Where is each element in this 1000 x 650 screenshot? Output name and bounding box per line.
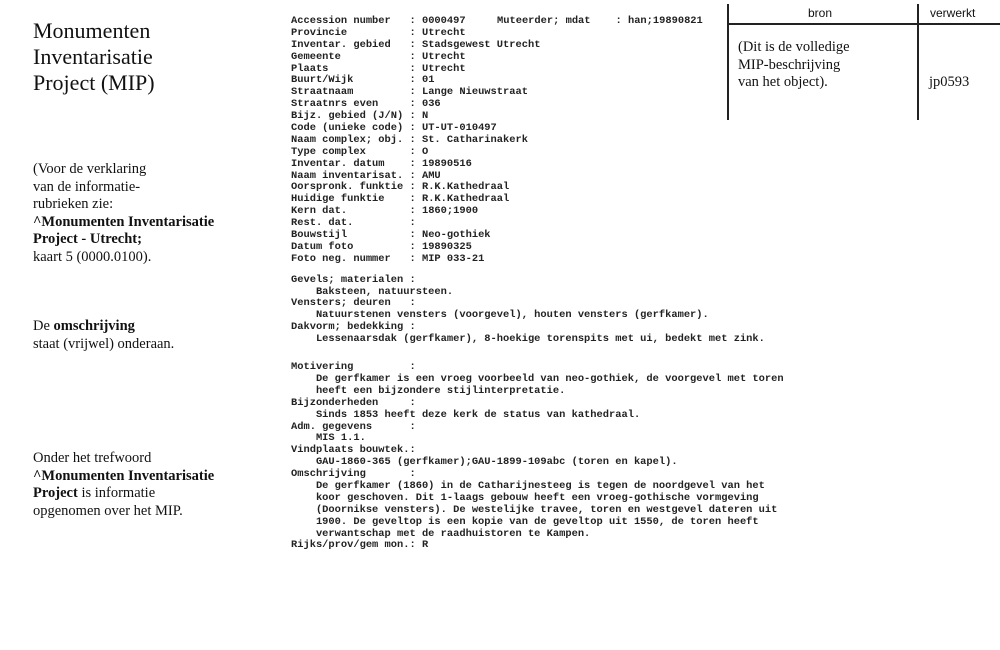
field-separator: :: [409, 321, 422, 334]
field-row: [291, 218, 784, 230]
note-line: [33, 318, 174, 336]
mip-record: [291, 16, 784, 552]
note-trefwoord: [33, 450, 214, 520]
field-label: Vensters; deuren: [291, 297, 391, 310]
table-border-left: [727, 4, 729, 120]
note-omschrijving: [33, 318, 174, 353]
field-label: Rijks/prov/gem mon.: [291, 539, 410, 552]
note-text: is informatie: [77, 485, 156, 502]
field-label: Foto neg. nummer: [291, 252, 391, 265]
field-value: AMU: [421, 169, 441, 182]
note-explanation: [33, 161, 214, 267]
note-line: [33, 468, 214, 486]
field-label: Buurt/Wijk: [291, 74, 354, 87]
field-separator: :: [409, 240, 422, 253]
field-value: R: [421, 539, 429, 552]
field-separator: :: [409, 122, 422, 135]
field-value: N: [421, 110, 429, 123]
field-label: Bouwstijl: [291, 229, 348, 242]
field-separator: :: [409, 74, 422, 87]
field-row: [291, 230, 784, 242]
field-value: R.K.Kathedraal: [421, 181, 510, 194]
field-separator: :: [409, 539, 422, 552]
field-value: 01: [421, 74, 435, 87]
field-label: Adm. gegevens: [291, 420, 373, 433]
field-value: MIP 033-21: [421, 252, 485, 265]
field-separator: :: [409, 468, 422, 481]
field-separator: :: [409, 252, 422, 265]
section-text-line: GAU-1860-365 (gerfkamer);GAU-1899-109abc (toren en kapel).: [315, 456, 678, 469]
table-column-divider: [917, 4, 919, 120]
note-line: [33, 485, 214, 503]
field-label: Huidige funktie: [291, 193, 385, 206]
field-value: UT-UT-010497: [421, 122, 497, 135]
field-value: R.K.Kathedraal: [421, 193, 510, 206]
note-keyword: Project: [33, 485, 78, 502]
field-separator: :: [409, 98, 422, 111]
column-header-bron: bron: [808, 6, 833, 20]
note-line: [33, 179, 214, 197]
spacer: [291, 346, 784, 362]
field-label: Omschrijving: [291, 468, 366, 481]
note-line: [33, 161, 214, 179]
section-text-line: De gerfkamer is een vroeg voorbeeld van neo-gothiek, de voorgevel met toren: [315, 372, 784, 385]
field-label: Muteerder; mdat: [497, 15, 591, 27]
field-label: Code (unieke code): [291, 122, 404, 135]
field-label: Provincie: [291, 26, 348, 39]
section-text-line: Lessenaarsdak (gerfkamer), 8-hoekige torenspits met ui, bedekt met zink.: [315, 333, 765, 346]
verwerkt-cell: jp0593: [929, 74, 970, 90]
field-separator: :: [409, 229, 422, 242]
field-label: Vindplaats bouwtek.: [291, 444, 410, 457]
field-label: Motivering: [291, 361, 354, 374]
field-separator: :: [409, 86, 422, 99]
note-text: rubrieken zie:: [33, 196, 114, 213]
field-separator: :: [409, 181, 422, 194]
field-separator: :: [409, 50, 422, 63]
field-value: Utrecht: [421, 62, 466, 75]
field-label: Kern dat.: [291, 205, 348, 218]
note-line: [33, 336, 174, 354]
section-text-line: heeft een bijzondere stijlinterpretatie.: [315, 384, 566, 397]
field-value: 1860;1900: [421, 205, 479, 218]
section-text-line: MIS 1.1.: [315, 432, 366, 445]
field-label: Straatnaam: [291, 86, 354, 99]
field-separator: :: [409, 169, 422, 182]
page-title: [33, 18, 155, 96]
note-line: [33, 450, 214, 468]
field-row: [291, 75, 784, 87]
note-text: De: [33, 318, 54, 334]
field-separator: :: [409, 361, 422, 374]
field-label: Accession number: [291, 15, 391, 27]
field-separator: :: [409, 444, 422, 457]
field-row: [291, 254, 784, 266]
note-line: [33, 196, 214, 214]
muteerder-field: Muteerder; mdat : han;19890821: [497, 15, 703, 27]
note-text: van de informatie-: [33, 178, 141, 195]
field-label: Naam inventarisat.: [291, 169, 404, 182]
note-keyword: ^Monumenten Inventarisatie: [33, 213, 215, 230]
title-line: Inventarisatie: [33, 44, 153, 69]
note-text: kaart 5 (0000.0100).: [33, 248, 152, 265]
field-separator: :: [409, 15, 422, 27]
section-text-line: Sinds 1853 heeft deze kerk de status van kathedraal.: [315, 408, 641, 421]
field-row: [291, 64, 784, 76]
field-separator: :: [409, 26, 422, 39]
table-header-rule: [727, 23, 1000, 25]
field-value: St. Catharinakerk: [421, 133, 528, 146]
field-row: [291, 147, 784, 159]
field-label: Inventar. datum: [291, 157, 385, 170]
field-value: 19890325: [421, 240, 472, 253]
field-row: [291, 206, 784, 218]
field-value: Utrecht: [421, 50, 466, 63]
field-separator: :: [409, 217, 422, 230]
section-text-line: koor geschoven. Dit 1-laags gebouw heeft een vroeg-gothische vormgeving: [315, 491, 759, 504]
note-keyword: omschrijving: [53, 318, 135, 334]
bron-line: (Dit is de volledige: [738, 39, 850, 55]
field-separator: :: [409, 145, 422, 158]
section-text-line: 1900. De geveltop is een kopie van de geveltop uit 1550, de toren heeft: [315, 515, 759, 528]
field-separator: :: [409, 273, 422, 286]
field-value: Lange Nieuwstraat: [421, 86, 528, 99]
field-label: Plaats: [291, 62, 329, 75]
field-value: 0000497: [421, 15, 466, 27]
field-label: Bijzonderheden: [291, 396, 379, 409]
field-label: Datum foto: [291, 240, 354, 253]
field-row: [291, 52, 784, 64]
note-keyword: ^Monumenten Inventarisatie: [33, 467, 215, 484]
field-label: Naam complex; obj.: [291, 133, 404, 146]
field-row: [291, 275, 784, 287]
note-line: [33, 503, 214, 521]
field-value: 19890516: [421, 157, 472, 170]
field-label: Oorspronk. funktie: [291, 181, 404, 194]
field-label: Dakvorm; bedekking: [291, 321, 404, 334]
title-line: Monumenten: [33, 18, 151, 43]
note-text: (Voor de verklaring: [33, 161, 147, 177]
field-row: [291, 398, 784, 410]
note-text: staat (vrijwel) onderaan.: [33, 335, 175, 352]
field-separator: :: [409, 420, 422, 433]
field-value: 036: [421, 98, 441, 111]
note-text: Onder het trefwoord: [33, 450, 152, 466]
field-row: [291, 159, 784, 171]
field-value: Neo-gothiek: [421, 229, 491, 242]
column-header-verwerkt: verwerkt: [930, 6, 976, 20]
section-text-line: Natuurstenen vensters (voorgevel), houten vensters (gerfkamer).: [315, 309, 709, 322]
field-separator: :: [409, 38, 422, 51]
section-text-line: (Doornikse vensters). De westelijke travee, toren en westgevel dateren uit: [315, 503, 778, 516]
section-text-line: Baksteen, natuursteen.: [315, 285, 454, 298]
field-row: [291, 194, 784, 206]
field-separator: :: [409, 396, 422, 409]
field-value: Stadsgewest Utrecht: [421, 38, 541, 51]
field-row: [291, 40, 784, 52]
field-label: Type complex: [291, 145, 366, 158]
field-separator: :: [409, 62, 422, 75]
field-label: Bijz. gebied (J/N): [291, 110, 404, 123]
title-line: Project (MIP): [33, 70, 155, 95]
field-value: O: [421, 145, 429, 158]
field-separator: :: [409, 297, 422, 310]
section-text-line: verwantschap met de raadhuistoren te Kampen.: [315, 527, 591, 540]
field-value: Utrecht: [421, 26, 466, 39]
field-value: han;19890821: [627, 15, 703, 27]
field-separator: :: [409, 110, 422, 123]
field-separator: :: [409, 157, 422, 170]
field-row: [291, 540, 784, 552]
field-label: Gemeente: [291, 50, 341, 63]
section-text-line: De gerfkamer (1860) in de Catharijnesteeg is tegen de noordgevel van het: [315, 479, 765, 492]
note-line: [33, 231, 214, 249]
field-separator: :: [409, 193, 422, 206]
bron-line: van het object).: [738, 74, 828, 91]
note-line: [33, 249, 214, 267]
field-label: Gevels; materialen: [291, 273, 404, 286]
field-row: [291, 135, 784, 147]
field-label: Rest. dat.: [291, 217, 354, 230]
bron-line: MIP-beschrijving: [738, 56, 841, 73]
note-text: opgenomen over het MIP.: [33, 502, 183, 519]
note-keyword: Project - Utrecht;: [33, 231, 142, 248]
field-separator: :: [409, 133, 422, 146]
field-label: Straatnrs even: [291, 98, 379, 111]
field-label: Inventar. gebied: [291, 38, 391, 51]
note-line: [33, 214, 214, 232]
field-separator: :: [409, 205, 422, 218]
bron-cell: [738, 39, 850, 92]
